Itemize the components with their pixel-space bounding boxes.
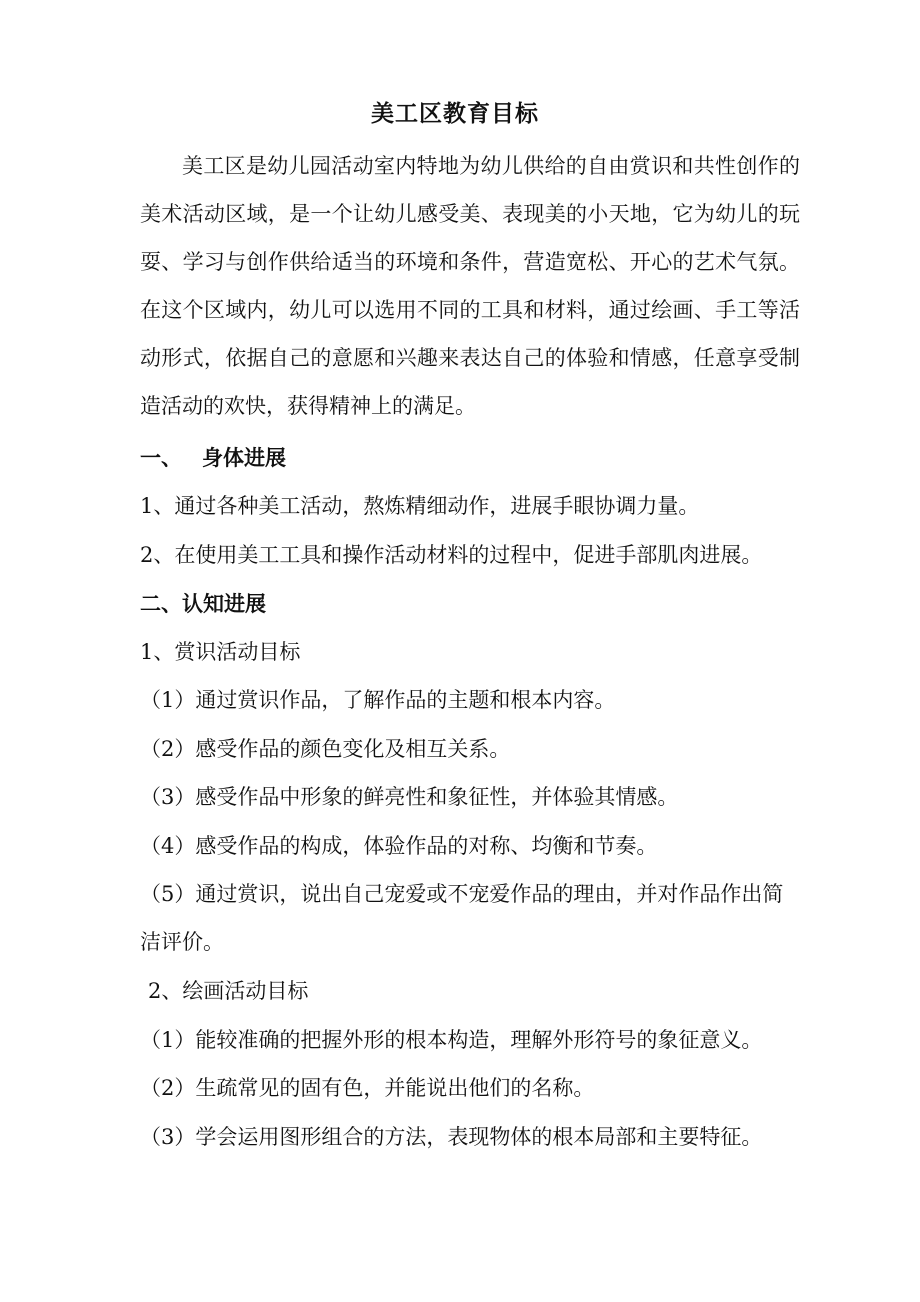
section-1-item-1: 1、通过各种美工活动，熬炼精细动作，进展手眼协调力量。 <box>140 494 700 518</box>
appreciation-goal-2: （2）感受作品的颜色变化及相互关系。 <box>140 737 511 761</box>
drawing-goal-2: （2）生疏常见的固有色，并能说出他们的名称。 <box>140 1076 595 1100</box>
section-1-item-2: 2、在使用美工工具和操作活动材料的过程中，促进手部肌肉进展。 <box>140 543 763 567</box>
document-title: 美工区教育目标 <box>371 100 539 127</box>
appreciation-goal-1: （1）通过赏识作品，了解作品的主题和根本内容。 <box>140 688 616 712</box>
section-1-heading <box>140 438 820 478</box>
intro-paragraph: 美工区是幼儿园活动室内特地为幼儿供给的自由赏识和共性创作的美术活动区域，是一个让幼儿感受美、表现美的小天地，它为幼儿的玩耍、学习与创作供给适当的环境和条件，营造宽松、开心的艺术气氛。在这个区域内，幼儿可以选用不同的工具和材料，通过绘画、手工等活动形式，依据自己的意愿和兴趣来表达自己的体验和情感，任意享受制造活动的欢快，获得精神上的满足。 <box>140 154 800 418</box>
subsection-1-heading: 1、赏识活动目标 <box>140 640 301 664</box>
appreciation-goal-5: （5）通过赏识，说出自己宠爱或不宠爱作品的理由，并对作品作出简洁评价。 <box>140 882 784 954</box>
drawing-goal-1: （1）能较准确的把握外形的根本构造，理解外形符号的象征意义。 <box>140 1028 763 1052</box>
section-2-heading: 二、认知进展 <box>140 591 266 616</box>
drawing-goal-3: （3）学会运用图形组合的方法，表现物体的根本局部和主要特征。 <box>140 1125 763 1149</box>
section-1-number: 一、 <box>140 445 182 470</box>
section-1-title: 身体进展 <box>202 445 286 470</box>
appreciation-goal-4: （4）感受作品的构成，体验作品的对称、均衡和节奏。 <box>140 834 658 858</box>
appreciation-goal-3: （3）感受作品中形象的鲜亮性和象征性，并体验其情感。 <box>140 785 679 809</box>
subsection-2-heading: 2、绘画活动目标 <box>148 979 309 1003</box>
